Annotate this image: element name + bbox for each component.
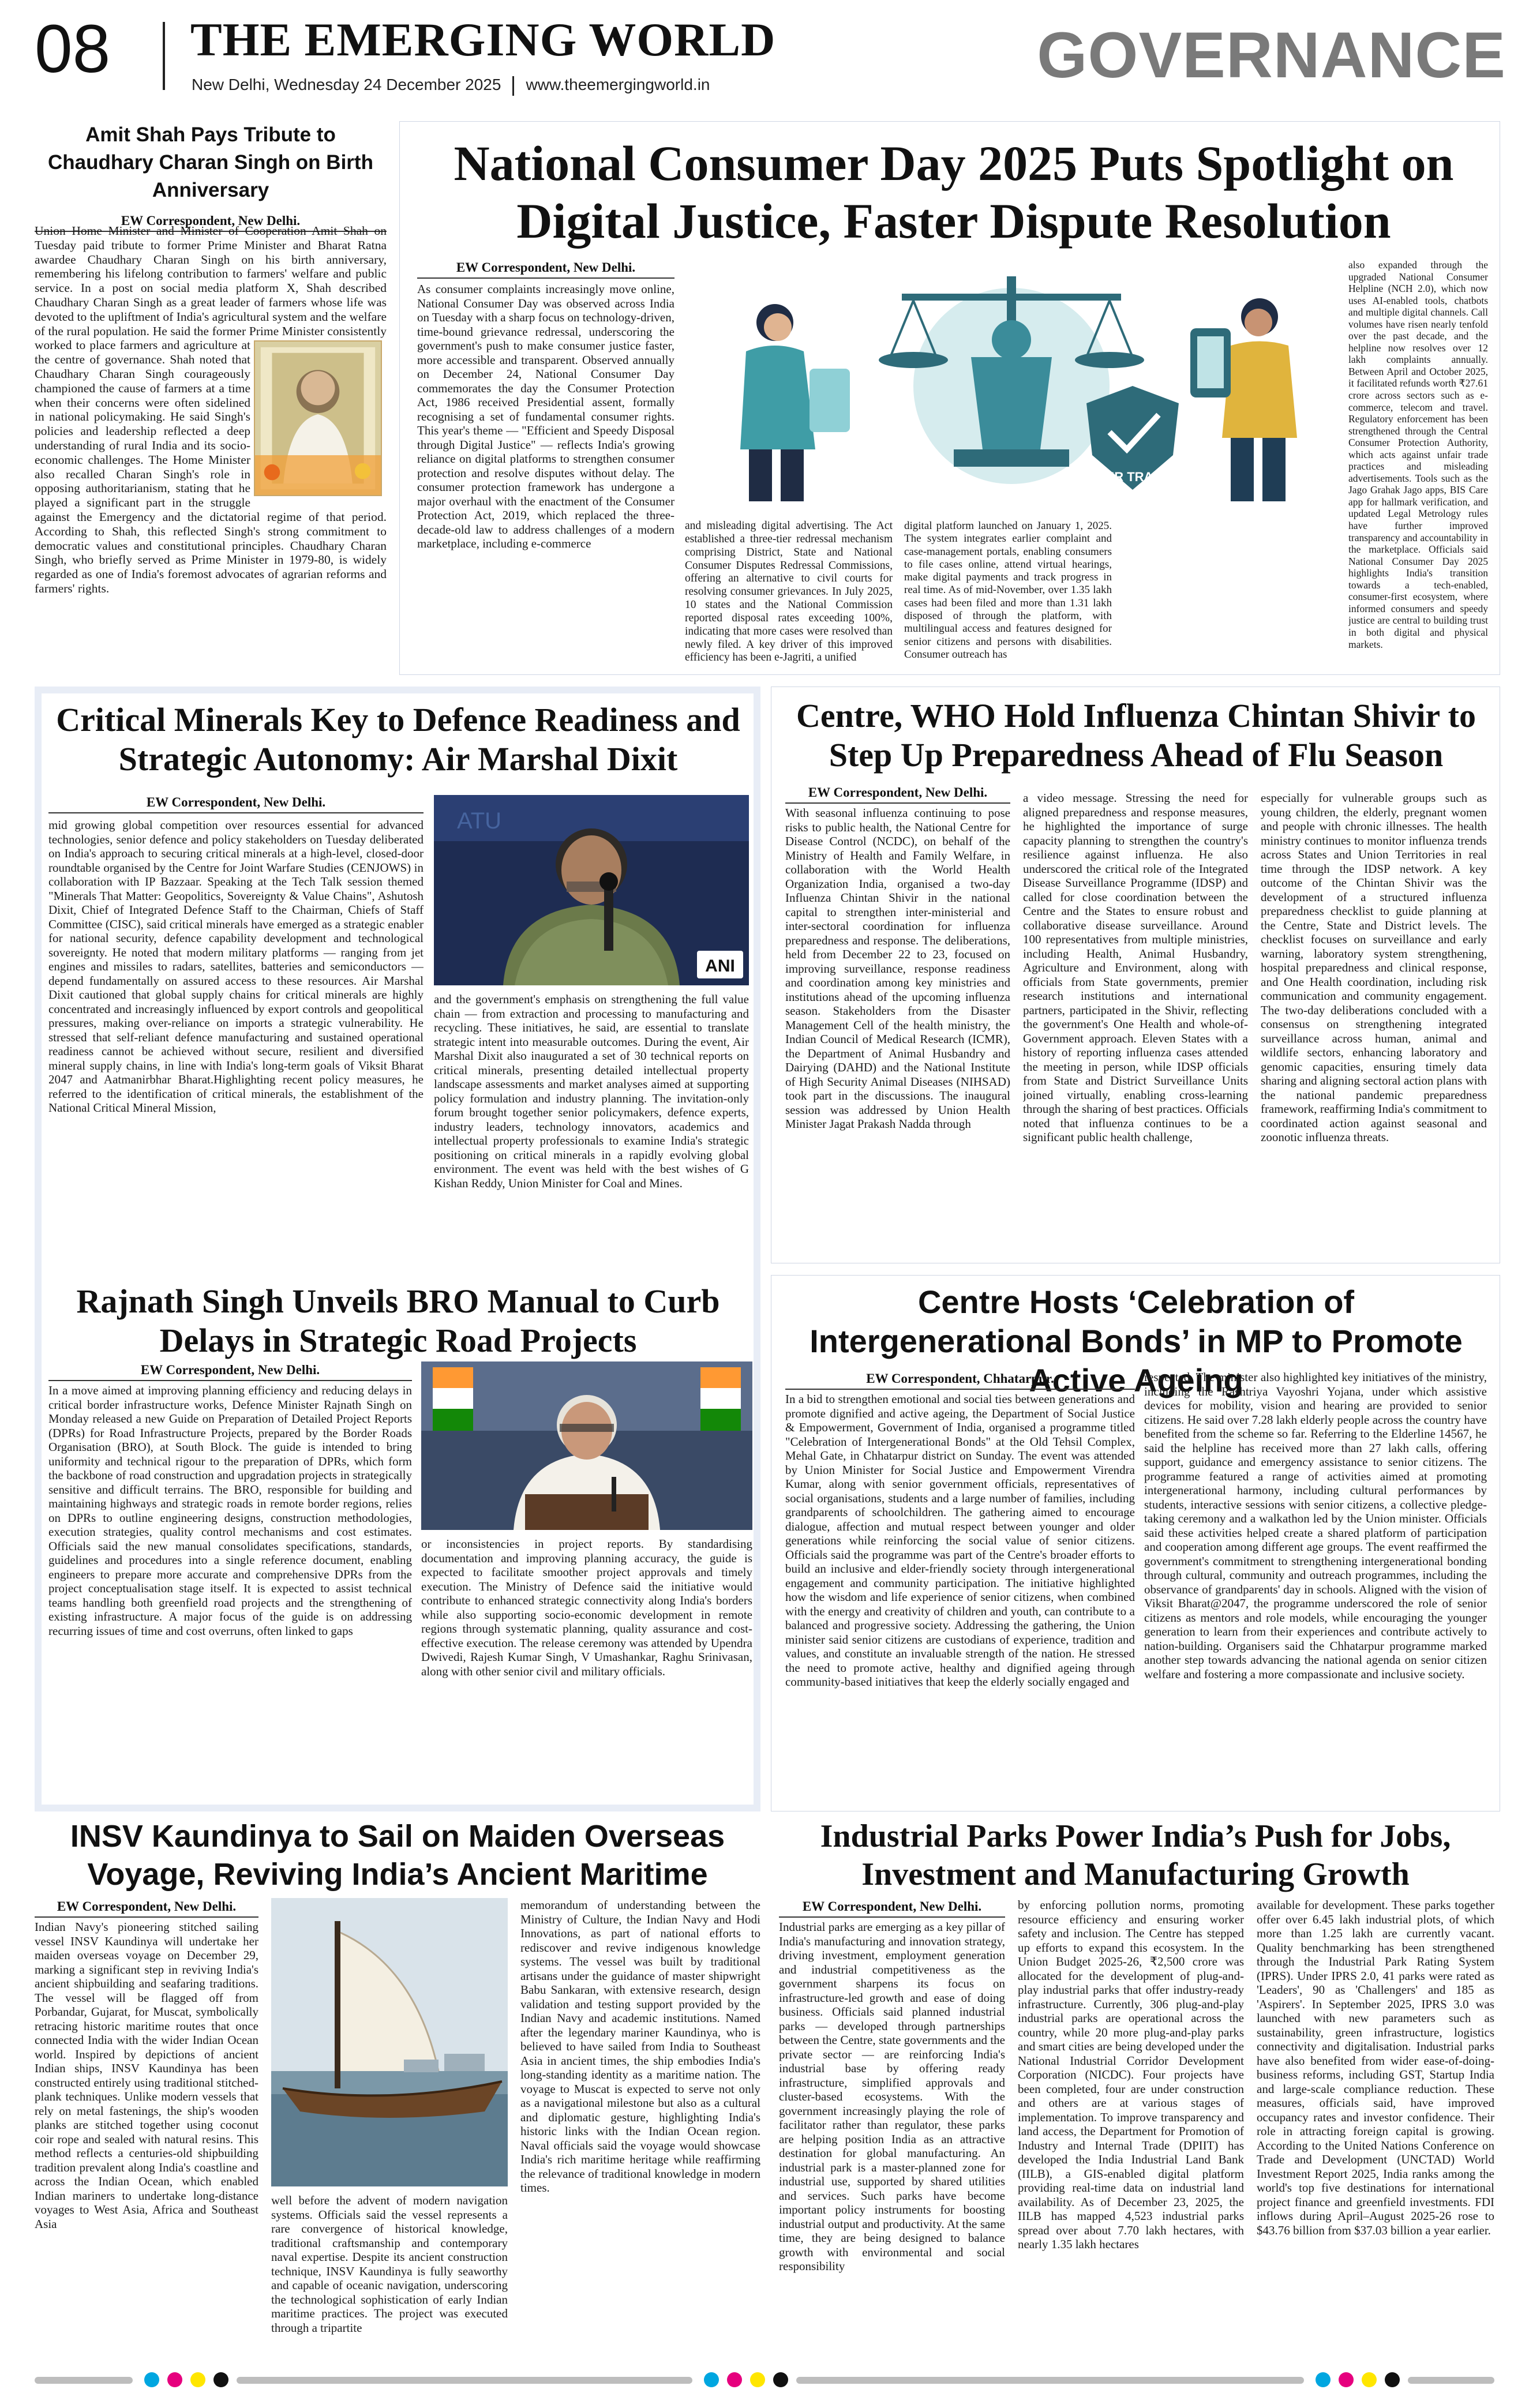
story-consumer-day (399, 121, 1500, 675)
registration-dot-yellow (1362, 2372, 1377, 2387)
byline: EW Correspondent, New Delhi. (417, 259, 674, 279)
website-link[interactable]: www.theemergingworld.in (526, 76, 710, 93)
article-col-1 (785, 1392, 1135, 1810)
paragraph: Industrial parks are emerging as a key pillar of India's manufacturing and innovation strategy, driving investment, employment generation and industrial competitiveness as the government sharpens its focus on infrastructure-led growth and ease of doing business. Officials said planned industrial parks — developed through partnerships between the Centre, state governments and the private sector — are reinforcing India's industrial base by offering ready infrastructure, simplified approvals and cluster-based ecosystems. With the government increasingly playing the role of facilitator rather than regulator, these parks are helping position India as an attractive destination for global manufacturing. An industrial park is a master-planned zone for industrial use, supported by shared utilities and services. Such parks have become important policy instruments for boosting industrial output and productivity. At the same time, they are being designed to balance growth with environmental and social responsibility (779, 1920, 1005, 2273)
headline: Amit Shah Pays Tribute to Chaudhary Charan Singh on Birth Anniversary (48, 123, 373, 201)
paragraph: digital platform launched on January 1, 2025. The system integrates earlier complaint and case-management portals, enabling consumers to file cases online, attend virtual hearings, make digital payments and track progress in real time. As of mid-November, over 1.35 lakh cases had been filed and more than 1.31 lakh disposed of through the platform, with multilingual access and features designed for senior citizens and persons with disabilities. Consumer outreach has (904, 520, 1112, 661)
registration-dot-yellow (190, 2372, 205, 2387)
paragraph: With seasonal influenza continuing to pose risks to public health, the National Centre for Disease Control (NCDC), on behalf of the Ministry of Health and Family Welfare, in collaboration with the World Health Organization India, organised a two-day Influenza Chintan Shivir in the national capital to strengthen inter-ministerial and inter-sectoral coordination for influenza preparedness and response. The deliberations, held from December 22 to 23, focused on improving surveillance, response readiness and coordination among key ministries and institutions ahead of the upcoming influenza season. Stakeholders from the Disaster Management Cell of the health ministry, the Indian Council of Medical Research (ICMR), the Department of Animal Husbandry and Dairying (DAHD) and the National Institute of High Security Animal Diseases (NIHSAD) took part in the discussions. The inaugural session was addressed by Union Health Minister Jagat Prakash Nadda through (785, 806, 1010, 1131)
article-col-2 (685, 520, 893, 669)
registration-dot-magenta (167, 2372, 182, 2387)
story-amit-shah (35, 121, 387, 675)
registration-dot-black (773, 2372, 788, 2387)
article-col-2 (1018, 1898, 1244, 2365)
byline: EW Correspondent, New Delhi. (35, 212, 387, 232)
article-col-4-text (1348, 259, 1488, 669)
article-col-1 (48, 1383, 412, 1805)
footer-color-bar (35, 2370, 1494, 2390)
story-intergenerational (771, 1275, 1500, 1811)
article-col-1 (785, 806, 1010, 1262)
article-col-2 (1023, 791, 1248, 1262)
story-influenza (771, 687, 1500, 1263)
headline: Centre, WHO Hold Influenza Chintan Shivir to Step Up Preparedness Ahead of Flu Season (796, 697, 1476, 774)
story-bro-manual (35, 1275, 760, 1811)
story-insv-kaundinya (35, 1817, 760, 2365)
footer-bar-segment (796, 2377, 1304, 2384)
paragraph: mid growing global competition over resources essential for advanced technologies, senior defence and policy stakeholders on Tuesday deliberated on India's approach to securing critical minerals at a high-level, closed-door roundtable organised by the Centre for Joint Warfare Studies (CENJOWS) in collaboration with IP Bazzaar. Speaking at the Tech Talk session themed "Minerals That Matter: Geopolitics, Sovereignty & Value Chains", Ashutosh Dixit, Chief of Integrated Defence Staff to the Chairman, Chiefs of Staff Committee (CISC), said critical minerals have emerged as a strategic enabler for national security, defence capability development and technological sovereignty. He noted that modern military platforms — ranging from jet engines and missiles to radars, satellites, batteries and semiconductors — depend fundamentally on assured access to these resources. Air Marshal Dixit cautioned that global supply chains for critical minerals are highly concentrated and increasingly influenced by export controls and geopolitical pressures, making over-reliance on imports a strategic vulnerability. He stressed that self-reliant defence manufacturing and sustained operational readiness cannot be achieved without secure, resilient and diversified mineral supply chains, in line with India's long-term goals of Viksit Bharat 2047 and Aatmanirbhar Bharat.Highlighting recent policy measures, he referred to the identification of critical minerals, the establishment of the National Critical Mineral Mission, (48, 818, 424, 1115)
meta-separator (512, 76, 514, 96)
article-col-3 (1257, 1898, 1494, 2365)
article-body (35, 224, 387, 674)
paragraph: also expanded through the upgraded National Consumer Helpline (NCH 2.0), which now uses AI-enabled tools, chatbots and multiple digital channels. Call volumes have risen nearly tenfold over the past decade, and the helpline now resolves over 12 lakh complaints annually. Between April and October 2025, it facilitated refunds worth ₹27.61 crore across sectors such as e-commerce, telecom and travel. Regulatory enforcement has been strengthened through the Central Consumer Protection Authority, which acts against unfair trade practices and misleading advertisements. Tools such as the Jago Grahak Jago apps, BIS Care app for hallmark verification, and updated Legal Metrology rules have further improved transparency and accountability in the marketplace. Officials said National Consumer Day 2025 highlights India's transition towards a tech-enabled, consumer-first ecosystem, where informed consumers and speedy justice are central to building trust in both digital and physical markets. (1348, 259, 1488, 650)
paragraph: available for development. These parks together offer over 6.45 lakh industrial plots, of which more than 1.25 lakh are currently vacant. Quality benchmarking has been strengthened through the Industrial Park Rating System (IPRS). Under IPRS 2.0, 41 parks were rated as 'Leaders', 90 as 'Challengers' and 185 as 'Aspirers'. In September 2025, IPRS 3.0 was launched with new parameters such as sustainability, green infrastructure, logistics connectivity and digitalisation. Industrial parks have also benefited from wider ease-of-doing-business reforms, including GST, Startup India and large-scale compliance reduction. These measures, officials said, have improved occupancy rates and investor confidence. Their role in attracting foreign capital is growing. According to the United Nations Conference on Trade and Development (UNCTAD) World Investment Report 2025, India ranks among the world's top five destinations for international project finance and greenfield investments. FDI inflows during April–August 2025-26 rose to $43.76 billion from $37.03 billion a year earlier. (1257, 1898, 1494, 2237)
article-col-2 (421, 1537, 752, 1805)
footer-bar-segment (35, 2377, 133, 2384)
ani-watermark: ANI (705, 957, 735, 976)
article-col-1 (417, 282, 674, 669)
headline: INSV Kaundinya to Sail on Maiden Overseas Voyage, Reviving India’s Ancient Maritime (70, 1819, 725, 1892)
byline: EW Correspondent, Chhatarpur. (785, 1370, 1135, 1390)
footer-bar-segment (1408, 2377, 1494, 2384)
registration-dot-black (213, 2372, 228, 2387)
article-col-3 (520, 1898, 760, 2365)
story-industrial-parks (771, 1817, 1500, 2365)
paragraph: memorandum of understanding between the Ministry of Culture, the Indian Navy and Hodi Innovations, as part of national efforts to rediscover and revive indigenous knowledge systems. The vessel was built by traditional artisans under the guidance of master shipwright Babu Sankaran, with extensive research, design validation and testing support provided by the Indian Navy and academic institutions. Named after the legendary mariner Kaundinya, who is believed to have sailed from India to Southeast Asia in ancient times, the ship embodies India's long-standing identity as a maritime nation. The voyage to Muscat is expected to serve not only as a navigational milestone but also as a cultural and diplomatic gesture, highlighting India's historic links with the Indian Ocean region. Naval officials said the voyage would showcase India's rich maritime heritage while reaffirming the relevance of traditional knowledge in modern times. (520, 1898, 760, 2195)
byline: EW Correspondent, New Delhi. (48, 794, 424, 813)
article-col-2 (1144, 1370, 1487, 1810)
svg-text:ATU: ATU (457, 808, 502, 834)
paragraph: Indian Navy's pioneering stitched sailing vessel INSV Kaundinya will undertake her maiden overseas voyage on December 29, marking a significant step in reviving India's ancient shipbuilding and seafaring traditions. The vessel will be flagged off from Porbandar, Gujarat, for Muscat, symbolically retracing historic maritime routes that once connected India with the wider Indian Ocean world. Inspired by depictions of ancient Indian ships, INSV Kaundinya has been constructed entirely using traditional stitched-plank techniques. Unlike modern vessels that rely on metal fastenings, the ship's wooden planks are stitched together using coconut coir rope and sealed with natural resins. This method reflects a centuries-old shipbuilding tradition prevalent along India's coastline and across the Indian Ocean, which enabled Indian mariners to undertake long-distance voyages to West Asia, Africa and Southeast Asia (35, 1920, 258, 2231)
registration-dot-cyan (144, 2372, 159, 2387)
registration-dot-black (1385, 2372, 1400, 2387)
article-col-2 (434, 992, 749, 1275)
byline: EW Correspondent, New Delhi. (48, 1361, 412, 1381)
paragraph: Union Home Minister and Minister of Cooperation Amit Shah on Tuesday paid tribute to former Prime Minister and Bharat Ratna awardee Chaudhary Charan Singh on his birth anniversary, remembering his lifelong contribution to farmers' welfare and public service. In a post on social media platform X, Shah described Chaudhary Charan Singh as a great leader of farmers whose life was devoted to the upliftment of India's agricultural system and the welfare of the rural population. He said the former Prime Minister consistently worked to place farmers and agriculture at the centre of governance. Shah noted that Chaudhary Charan Singh courageously championed the cause of farmers at a time when their concerns were often sidelined in national policymaking. He said Singh's policies and leadership reflected a deep understanding of rural India and its socio-economic challenges. The Home Minister also recalled Charan Singh's role in opposing authoritarianism, stating that he played a significant part in the struggle against the Emergency and the dictatorial regime of that period. According to Shah, this reflected Singh's strong commitment to democratic values and constitutional principles. Chaudhary Charan Singh, who briefly served as Prime Minister in 1979-80, is widely regarded as one of India's foremost advocates of agrarian reforms and farmers' rights. (35, 224, 387, 595)
section-label: GOVERNANCE (1037, 19, 1506, 91)
illustration-fair-trade-label: FAIR TRADE (1095, 470, 1171, 484)
footer-bar-segment (237, 2377, 692, 2384)
registration-dot-cyan (1316, 2372, 1331, 2387)
article-col-3 (904, 520, 1112, 669)
insv-kaundinya-ship-photo (271, 1898, 508, 2186)
page-number: 08 (35, 11, 111, 87)
headline: National Consumer Day 2025 Puts Spotlight on Digital Justice, Faster Dispute Resolution (454, 136, 1454, 249)
byline: EW Correspondent, New Delhi. (785, 784, 1010, 804)
air-marshal-dixit-photo (434, 795, 749, 985)
headline: Industrial Parks Power India’s Push for Jobs, Investment and Manufacturing Growth (820, 1818, 1451, 1892)
issue-date: New Delhi, Wednesday 24 December 2025 (192, 76, 501, 93)
article-col-2 (271, 2193, 508, 2365)
registration-dot-yellow (750, 2372, 765, 2387)
paragraph: In a move aimed at improving planning efficiency and reducing delays in critical border infrastructure works, Defence Minister Rajnath Singh on Monday released a new Guide on Preparation of Detailed Project Reports (DPRs) for Road Infrastructure Projects, prepared by the Border Roads Organisation (BRO), at South Block. The guide is intended to bring uniformity and technical rigour to the preparation of DPRs, which form the backbone of road construction and upgradation projects in strategically sensitive and difficult terrains. The BRO, responsible for building and maintaining highways and strategic roads in remote border regions, relies on DPRs to outline engineering designs, construction methodologies, execution strategies, quality control mechanisms and cost estimates. Officials said the new manual consolidates specifications, standards, guidelines and procedures into a single reference document, enabling engineers to prepare more accurate and comprehensive DPRs from the project conceptualisation stage itself. It is expected to assist technical teams handling both greenfield road projects and the strengthening of existing infrastructure. A major focus of the guide is on addressing recurring issues of time and cost overruns, often linked to gaps (48, 1383, 412, 1638)
byline: EW Correspondent, New Delhi. (35, 1898, 258, 1918)
article-col-1 (35, 1920, 258, 2365)
article-col-1 (779, 1920, 1005, 2365)
paragraph: respected. The minister also highlighted key initiatives of the ministry, including the Rashtriya Vayoshri Yojana, under which assistive devices for mobility, vision and hearing are provided to senior citizens. He said over 7.28 lakh elderly people across the country have benefited from the scheme so far. Referring to the Elderline 14567, he said the helpline has received more than 27 lakh calls, offering support, guidance and emergency assistance to senior citizens. The programme featured a range of activities aimed at promoting intergenerational harmony, including cultural performances by students, interactive sessions with senior citizens, a collective pledge-taking ceremony and a walkathon led by the Union minister. Officials said these activities helped create a shared platform of participation and cooperation among different age groups. The event reaffirmed the government's commitment to strengthening intergenerational bonding through cultural, community and outreach programmes, including the observance of grandparents' day in schools. Aligned with the vision of Viksit Bharat@2047, the programme underscored the role of senior citizens as mentors and role models, while encouraging the younger generation to learn from their experiences and contribute actively to nation-building. Organisers said the Chhatarpur programme marked another step towards advancing the national agenda on senior citizen welfare and fostering a more compassionate and inclusive society. (1144, 1370, 1487, 1681)
story-critical-minerals (35, 687, 760, 1275)
registration-dot-magenta (727, 2372, 742, 2387)
paragraph: and the government's emphasis on strengthening the full value chain — from extraction and processing to manufacturing and recycling. These initiatives, he said, are essential to translate strategic intent into measurable outcomes. During the event, Air Marshal Dixit also inaugurated a set of 30 technical reports on critical minerals, presenting detailed intellectual property landscape assessments and market analyses aimed at supporting policy formulation and industry planning. The invitation-only forum brought together senior policymakers, defence experts, industry leaders, technology innovators, academics and intellectual property professionals to examine India's strategic positioning on critical minerals in a rapidly evolving global environment. The event was held with the best wishes of G Kishan Reddy, Union Minister for Coal and Mines. (434, 992, 749, 1190)
headline: Centre Hosts ‘Celebration of Intergenerational Bonds’ in MP to Promote Active Ageing (810, 1284, 1463, 1398)
masthead-meta (192, 75, 710, 96)
paper-name: THE EMERGING WORLD (190, 13, 776, 66)
paragraph: As consumer complaints increasingly move online, National Consumer Day was observed across India on Tuesday with a sharp focus on technology-driven, time-bound grievance redressal, underscoring the government's push to make consumer justice faster, more accessible and transparent. Observed annually on December 24, National Consumer Day commemorates the day the Consumer Protection Act, 1986 received Presidential assent, formally recognising a set of fundamental consumer rights. This year's theme — "Efficient and Speedy Disposal through Digital Justice" — reflects India's growing reliance on digital platforms to strengthen consumer protection and resolve disputes without delay. The consumer protection framework has undergone a major overhaul with the enactment of the Consumer Protection Act, 2019, which replaced the three-decade-old law to address challenges of a modern marketplace, including e-commerce (417, 282, 674, 550)
paragraph: In a bid to strengthen emotional and social ties between generations and promote dignified and active ageing, the Department of Social Justice & Empowerment, Government of India, organised a programme titled "Celebration of Intergenerational Bonds" at the Old Tehsil Complex, Mehal Gate, in Chhatarpur district on Sunday. The event was attended by Union Minister for Social Justice and Empowerment Virendra Kumar, along with senior government officials, representatives of social organisations, students and a large number of families, including grandparents of schoolchildren. The gathering aimed to encourage dialogue, affection and mutual respect between younger and older generations while reinforcing the social value of senior citizens. Officials said the programme was part of the Centre's broader efforts to build an inclusive and elder-friendly society through intergenerational engagement and community participation. The initiative highlighted how the wisdom and life experience of senior citizens, when combined with the energy and creativity of children and youth, can contribute to a balanced and progressive society. Addressing the gathering, the Union minister said senior citizens are custodians of experience, tradition and values, and constitute an invaluable strength of the nation. He stressed the need to promote active, healthy and dignified ageing through community-based initiatives that keep the elderly socially engaged and (785, 1392, 1135, 1689)
article-col-3 (1261, 791, 1487, 1262)
paragraph: or inconsistencies in project reports. By standardising documentation and improving planning accuracy, the guide is expected to facilitate smoother project approvals and timely execution. The Ministry of Defence said the initiative would contribute to enhanced strategic connectivity along India's borders while also supporting socio-economic development in remote regions through systematic planning, quality assurance and cost-effective execution. The release ceremony was attended by Upendra Dwivedi, Rajesh Kumar Singh, V Umashankar, Raghu Srinivasan, along with other senior civil and military officials. (421, 1537, 752, 1678)
byline: EW Correspondent, New Delhi. (779, 1898, 1005, 1918)
paragraph: especially for vulnerable groups such as young children, the elderly, pregnant women and people with chronic illnesses. The health ministry continues to monitor influenza trends across States and Union Territories in real time through the IDSP network. A key outcome of the Chintan Shivir was the development of a structured influenza preparedness checklist to guide planning at the Centre, State and District levels. The checklist focuses on surveillance and early warning, laboratory system strengthening, hospital preparedness and clinical response, and One Health coordination, including risk communication and community engagement. The two-day deliberations concluded with a consensus on strengthening integrated surveillance across human, animal and wildlife sectors, enhancing laboratory and genomic capacities, ensuring timely data sharing and aligning sectoral action plans with the national pandemic preparedness framework, reaffirming India's commitment to coordinated action against seasonal and zoonotic influenza threats. (1261, 791, 1487, 1144)
headline: Critical Minerals Key to Defence Readiness and Strategic Autonomy: Air Marshal Dixit (56, 701, 740, 778)
article-col-1 (48, 818, 424, 1275)
paragraph: by enforcing pollution norms, promoting resource efficiency and ensuring worker safety and inclusion. The Centre has stepped up efforts to expand this ecosystem. In the Union Budget 2025-26, ₹2,500 crore was allocated for the development of plug-and-play industrial parks that offer industry-ready infrastructure. Currently, 306 plug-and-play industrial parks are operational across the country, while 20 more plug-and-play parks and smart cities are being developed under the National Industrial Corridor Development Corporation (NICDC). Four projects have been completed, four are under construction and others are at various stages of implementation. To improve transparency and land access, the Department for Promotion of Industry and Internal Trade (DPIIT) has developed the India Industrial Land Bank (IILB), a GIS-enabled digital platform providing real-time data on industrial land availability. As of December 23, 2025, the IILB has mapped 4,523 industrial parks spread over about 7.70 lakh hectares, with nearly 1.35 lakh hectares (1018, 1898, 1244, 2251)
headline: Rajnath Singh Unveils BRO Manual to Curb Delays in Strategic Road Projects (76, 1282, 720, 1359)
rajnath-singh-photo (421, 1361, 752, 1530)
registration-dot-cyan (704, 2372, 719, 2387)
registration-dot-magenta (1339, 2372, 1354, 2387)
paragraph: well before the advent of modern navigation systems. Officials said the vessel represents a rare convergence of historical knowledge, traditional craftsmanship and contemporary naval expertise. Despite its ancient construction technique, INSV Kaundinya is fully seaworthy and capable of oceanic navigation, underscoring the technological sophistication of early Indian maritime practices. The project was executed through a tripartite (271, 2193, 508, 2335)
paragraph: a video message. Stressing the need for aligned preparedness and response measures, he highlighted the importance of surge capacity planning to strengthen the country's resilience against influenza. He also underscored the critical role of the Integrated Disease Surveillance Programme (IDSP) and called for close coordination between the Centre and the States to ensure robust and collaborative disease surveillance. Around 100 representatives from multiple ministries, including Health, Animal Husbandry, Agriculture and Environment, along with officials from State governments, premier research institutions and international partners, participated in the Shivir, reflecting the government's One Health and whole-of-Government approach. Eleven States with a history of reporting influenza cases attended the meeting in person, while IDSP officials from State and District Surveillance Units joined virtually, enabling cross-learning through the sharing of best practices. Officials noted that influenza continues to be a significant public health challenge, (1023, 791, 1248, 1144)
paragraph: and misleading digital advertising. The Act established a three-tier redressal mechanism comprising District, State and National Consumer Disputes Redressal Commissions, offering an alternative to civil courts for resolving consumer grievances. In July 2025, 10 states and the National Commission reported disposal rates exceeding 100%, indicating that more cases were resolved than newly filed. A key driver of this improved efficiency has been e-Jagriti, a unified (685, 520, 893, 664)
masthead (0, 0, 1529, 110)
masthead-divider (163, 22, 165, 90)
